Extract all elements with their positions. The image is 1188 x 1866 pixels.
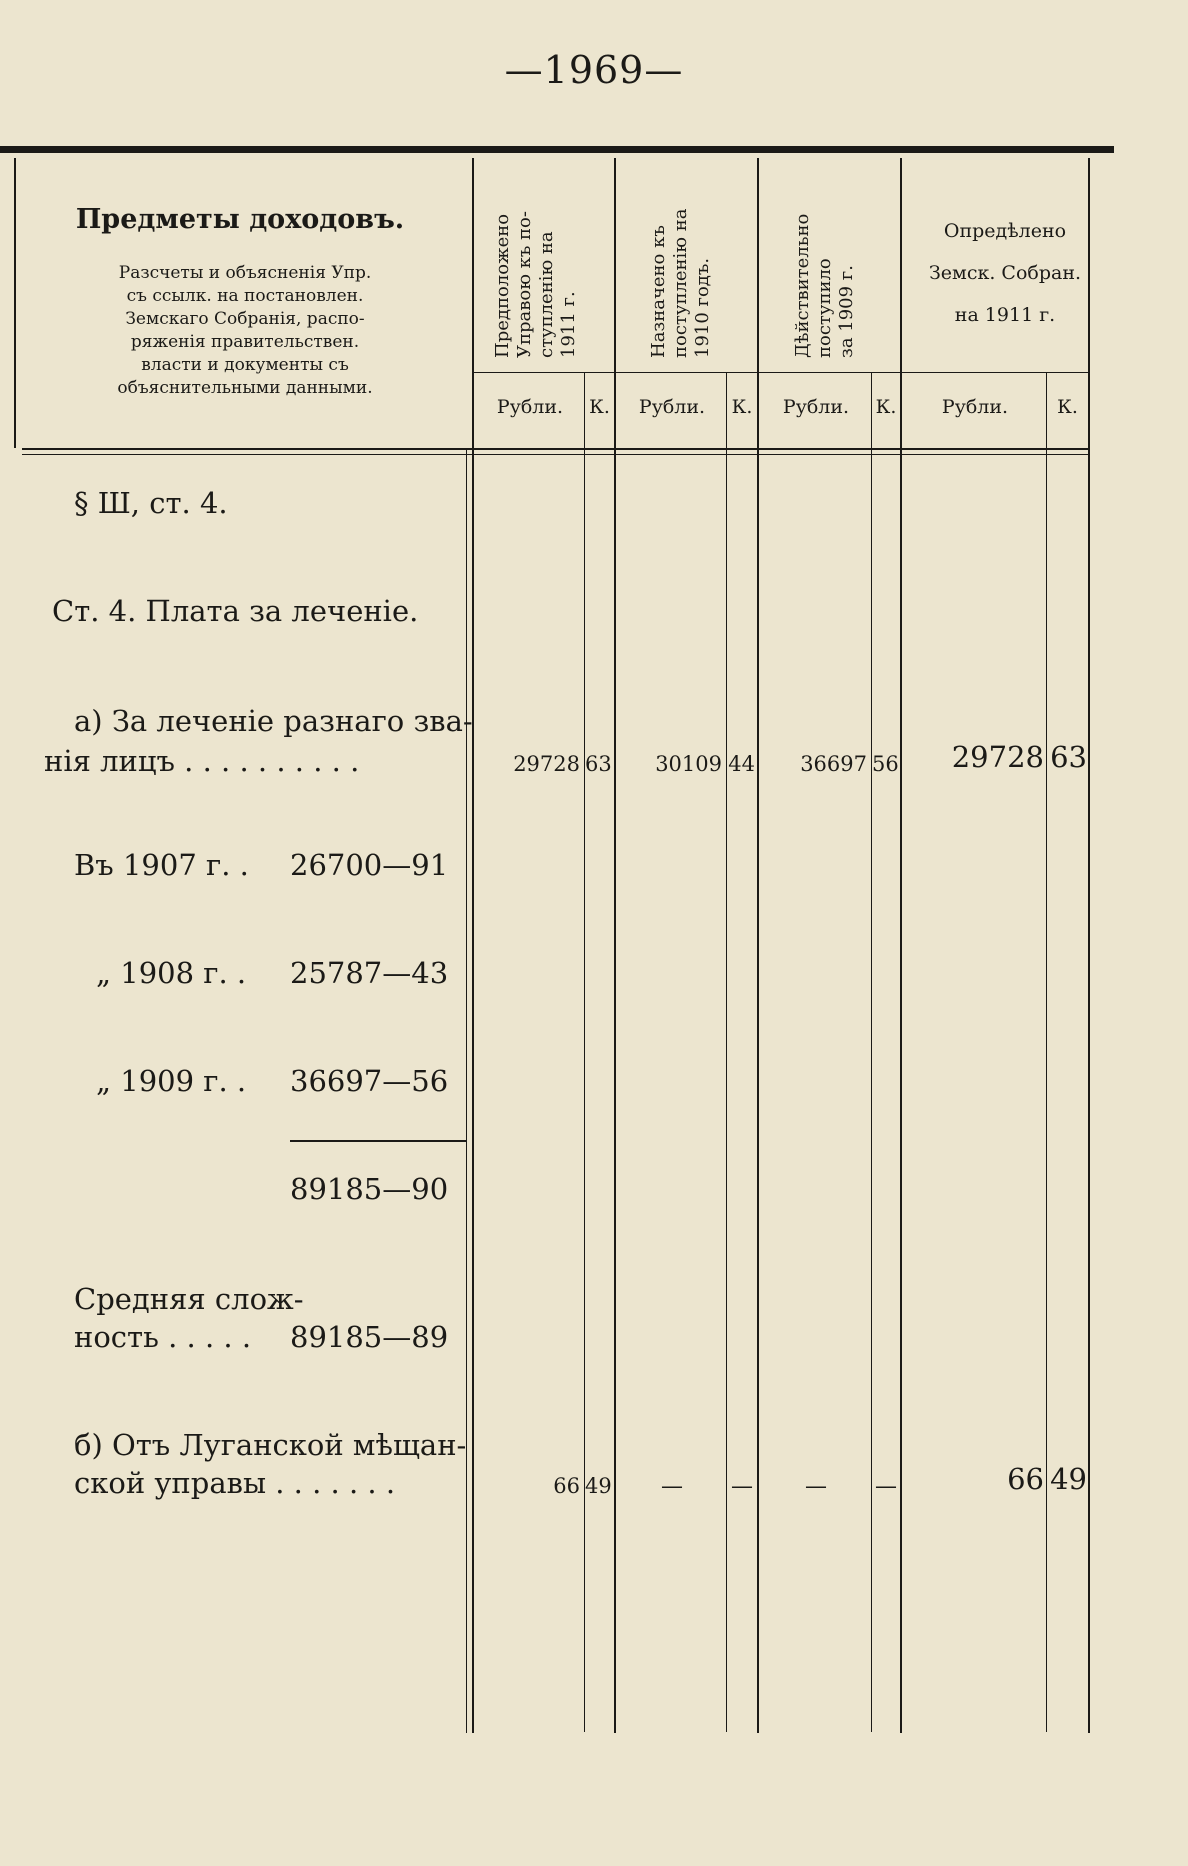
subtitle-line: ряженія правительствен. <box>130 332 360 352</box>
unit-rub-4: Рубли. <box>941 396 1009 418</box>
header-line: Опредѣлено <box>943 220 1067 242</box>
header-line: Дѣйствительно <box>792 213 813 358</box>
table-top-rule <box>0 146 1114 153</box>
header-line: на 1911 г. <box>954 304 1056 326</box>
col-divider-1 <box>472 158 474 1733</box>
header-line: Земск. Собран. <box>928 262 1082 284</box>
subtitle-line: власти и документы съ <box>141 355 349 375</box>
calc-total: 89185—90 <box>290 1172 449 1206</box>
kop-divider-3 <box>871 372 872 1732</box>
item-a-determined-rub: 29728 <box>951 740 1044 774</box>
item-b-proposed-rub: 66 <box>553 1474 580 1498</box>
item-b-determined-rub: 66 <box>1007 1462 1044 1496</box>
item-b-assigned-kop: — <box>731 1474 753 1499</box>
calc-label-1908: „ 1908 г. . <box>96 956 247 990</box>
item-b-assigned-rub: — <box>661 1474 683 1499</box>
item-b-determined-kop: 49 <box>1050 1462 1087 1496</box>
unit-row-rule <box>472 372 1088 373</box>
kop-divider-2 <box>726 372 727 1732</box>
unit-rub-3: Рубли. <box>782 396 850 418</box>
kop-divider-4 <box>1046 372 1047 1732</box>
header-bottom-rule <box>22 448 1088 450</box>
col-divider-2 <box>614 158 616 1733</box>
item-a-assigned-rub: 30109 <box>655 752 722 776</box>
header-line: Предположено <box>492 213 513 358</box>
item-a-proposed-kop: 63 <box>585 752 612 776</box>
unit-rub-1: Рубли. <box>496 396 564 418</box>
header-bottom-rule-2 <box>22 454 1088 455</box>
column-subtitle <box>80 262 410 400</box>
unit-rub-2: Рубли. <box>638 396 706 418</box>
unit-kop-1: К. <box>589 396 610 418</box>
item-a-actual-rub: 36697 <box>800 752 867 776</box>
header-line: Назначено къ <box>648 225 669 358</box>
col-divider-4 <box>900 158 902 1733</box>
unit-kop-2: К. <box>731 396 753 418</box>
right-border <box>1088 158 1090 1733</box>
section-heading: § Ш, ст. 4. <box>74 486 228 520</box>
item-b-actual-rub: — <box>805 1474 827 1499</box>
subtitle-line: объяснительными данными. <box>117 378 373 398</box>
unit-kop-3: К. <box>875 396 897 418</box>
average-label-line-1: Средняя слож- <box>74 1282 304 1316</box>
article-heading: Ст. 4. Плата за леченіе. <box>52 594 419 628</box>
item-a-assigned-kop: 44 <box>728 752 755 776</box>
item-b-line-2: ской управы . . . . . . . <box>74 1466 396 1500</box>
item-a-determined-kop: 63 <box>1050 740 1087 774</box>
column-header-determined <box>900 210 1110 336</box>
column-header-proposed <box>492 211 580 358</box>
page-number: —1969— <box>504 48 684 92</box>
item-a-proposed-rub: 29728 <box>513 752 580 776</box>
average-value: 89185—89 <box>290 1320 449 1354</box>
column-header-actual <box>792 214 858 358</box>
calc-value-1908: 25787—43 <box>290 956 449 990</box>
item-b-line-1: б) Отъ Луганской мѣщан- <box>74 1428 467 1462</box>
subtitle-line: Земскаго Собранія, распо- <box>125 309 365 329</box>
header-line: поступило <box>814 258 835 358</box>
calc-value-1907: 26700—91 <box>290 848 449 882</box>
header-line: 1911 г. <box>558 291 579 358</box>
header-line: Управою къ по- <box>514 211 535 358</box>
calc-value-1909: 36697—56 <box>290 1064 449 1098</box>
sum-rule <box>290 1140 466 1142</box>
subtitle-line: съ ссылк. на постановлен. <box>126 286 364 306</box>
header-line: 1910 годъ. <box>692 257 713 358</box>
kop-divider-1 <box>584 372 585 1732</box>
item-a-line-1: а) За леченіе разнаго зва- <box>74 704 473 738</box>
header-line: ступленію на <box>536 231 557 358</box>
column-header-assigned <box>648 209 714 358</box>
item-b-proposed-kop: 49 <box>585 1474 612 1498</box>
item-a-actual-kop: 56 <box>872 752 899 776</box>
unit-kop-4: К. <box>1057 396 1078 418</box>
item-a-line-2: нія лицъ . . . . . . . . . . <box>44 744 360 778</box>
col-divider-3 <box>757 158 759 1733</box>
calc-label-1907: Въ 1907 г. . <box>74 848 249 882</box>
label-col-right-border <box>466 448 467 1733</box>
header-line: за 1909 г. <box>836 265 857 358</box>
calc-label-1909: „ 1909 г. . <box>96 1064 247 1098</box>
subtitle-line: Разсчеты и объясненія Упр. <box>118 263 372 283</box>
average-label-line-2: ность . . . . . <box>74 1320 252 1354</box>
column-title-revenue-items: Предметы доходовъ. <box>75 204 405 235</box>
header-line: поступленію на <box>670 208 691 358</box>
left-border <box>14 158 16 448</box>
item-b-actual-kop: — <box>875 1474 897 1499</box>
